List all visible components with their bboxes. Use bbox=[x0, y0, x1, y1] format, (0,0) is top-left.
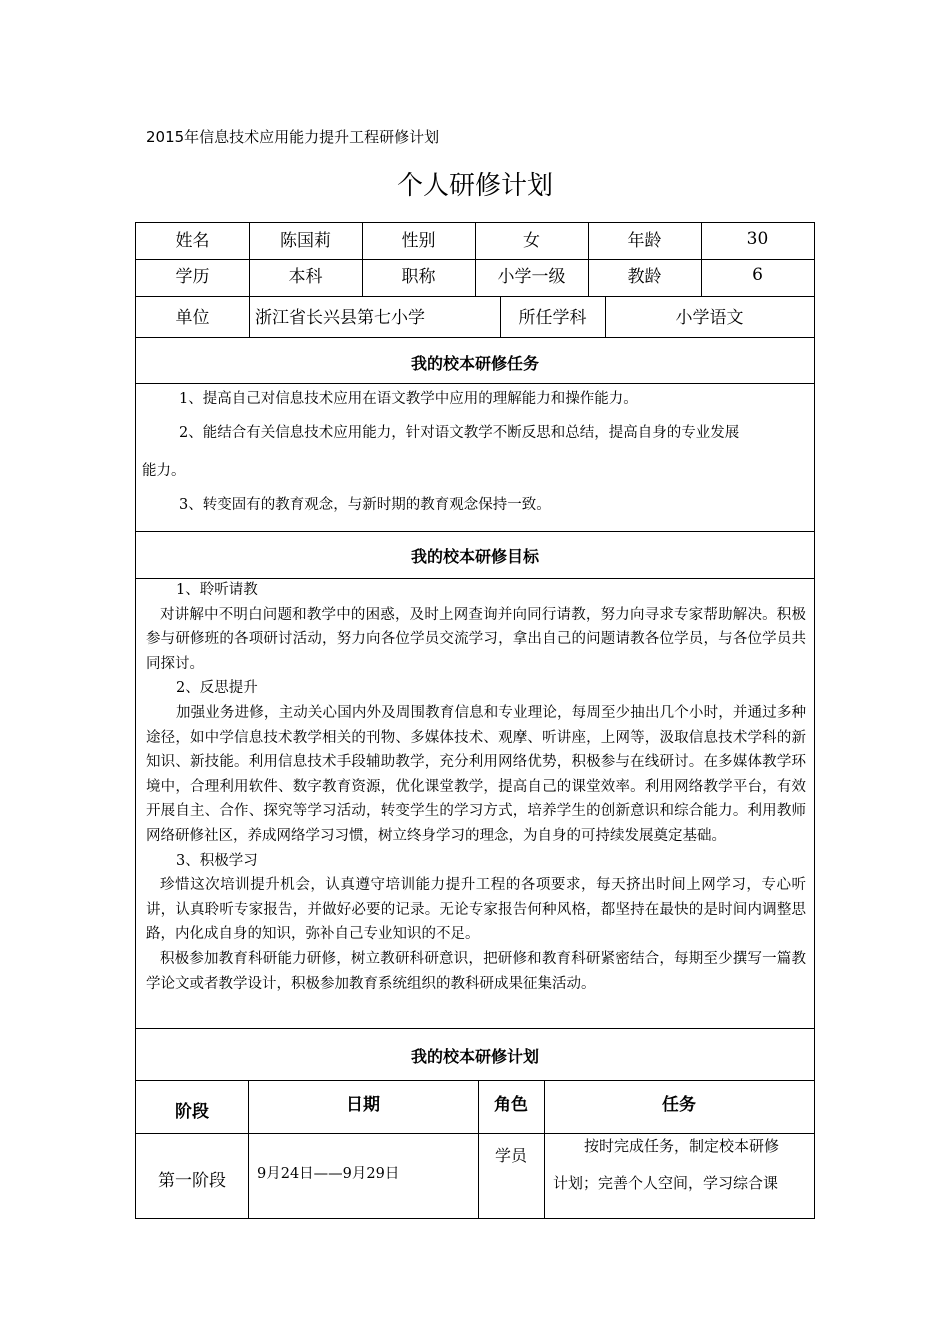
task-item-3: 3、转变固有的教育观念，与新时期的教育观念保持一致。 bbox=[179, 497, 551, 513]
gender-label: 性别 bbox=[401, 231, 436, 251]
unit-value: 浙江省长兴县第七小学 bbox=[255, 307, 425, 328]
page-title: 个人研修计划 bbox=[396, 171, 553, 201]
task-item-2: 2、能结合有关信息技术应用能力，针对语文教学不断反思和总结，提高自身的专业发展 bbox=[179, 425, 740, 441]
stage-value: 第一阶段 bbox=[158, 1171, 226, 1191]
unit-label: 单位 bbox=[175, 307, 210, 328]
education-label: 学历 bbox=[175, 267, 210, 287]
role-value: 学员 bbox=[494, 1146, 527, 1165]
teaching-years-value: 6 bbox=[752, 264, 763, 285]
col-stage-header: 阶段 bbox=[175, 1102, 209, 1122]
goal-paragraph-2: 加强业务进修，主动关心国内外及周围教育信息和专业理论，每周至少抽出几个小时，并通过多种途径，如中学信息技术教学相关的刊物、多媒体技术、观摩、听讲座，上网等，汲取信息技术学科的新知识、新技能。利用信息技术手段辅助教学，充分利用网络优势，积极参与在线研讨。在多媒体教学环境中，合理利用软件、数字教育资源，优化课堂教学，提高自己的课堂效率。利用网络教学平台，有效开展自主、合作、探究等学习活动，转变学生的学习方式，培养学生的创新意识和综合能力。利用教师网络研修社区，养成网络学习习惯，树立终身学习的理念，为自身的可持续发展奠定基础。 bbox=[146, 704, 806, 844]
col-role-header: 角色 bbox=[494, 1095, 528, 1115]
goal-paragraph-4: 积极参加教育科研能力研修，树立教研科研意识，把研修和教育科研紧密结合，每期至少撰写一篇教学论文或者教学设计，积极参加教育系统组织的教科研成果征集活动。 bbox=[146, 950, 806, 992]
tasks-heading: 我的校本研修任务 bbox=[410, 354, 539, 373]
gender-value: 女 bbox=[523, 231, 540, 251]
col-date-header: 日期 bbox=[346, 1095, 380, 1115]
age-label: 年龄 bbox=[627, 231, 662, 251]
document-header-line: 2015年信息技术应用能力提升工程研修计划 bbox=[146, 128, 440, 146]
task-item-1: 1、提高自己对信息技术应用在语文教学中应用的理解能力和操作能力。 bbox=[179, 391, 638, 407]
date-value: 9月24日——9月29日 bbox=[257, 1166, 400, 1182]
goal-paragraph-1: 对讲解中不明白问题和教学中的困惑，及时上网查询并向同行请教，努力向寻求专家帮助解决。积极参与研修班的各项研讨活动，努力向各位学员交流学习，拿出自己的问题请教各位学员，与各位学员共同探讨。 bbox=[146, 606, 806, 672]
goal-heading-3: 3、积极学习 bbox=[176, 852, 258, 869]
plan-heading: 我的校本研修计划 bbox=[410, 1047, 539, 1066]
goals-body bbox=[146, 578, 806, 996]
goal-heading-2: 2、反思提升 bbox=[176, 680, 258, 697]
goal-paragraph-3: 珍惜这次培训提升机会，认真遵守培训能力提升工程的各项要求，每天挤出时间上网学习，专心听讲，认真聆听专家报告，并做好必要的记录。无论专家报告何种风格，都坚持在最快的是时间内调整思路，内化成自身的知识，弥补自己专业知识的不足。 bbox=[146, 877, 806, 943]
teaching-years-label: 教龄 bbox=[627, 267, 662, 287]
col-task-header: 任务 bbox=[662, 1095, 696, 1115]
task-line-1: 按时完成任务，制定校本研修 bbox=[584, 1137, 780, 1155]
rank-label: 职称 bbox=[401, 267, 436, 287]
age-value: 30 bbox=[746, 228, 769, 249]
goal-heading-1: 1、聆听请教 bbox=[176, 582, 258, 598]
education-value: 本科 bbox=[288, 267, 323, 287]
subject-value: 小学语文 bbox=[675, 307, 744, 328]
rank-value: 小学一级 bbox=[497, 267, 566, 287]
subject-label: 所任学科 bbox=[518, 307, 587, 328]
name-label: 姓名 bbox=[175, 231, 210, 251]
task-line-2: 计划；完善个人空间，学习综合课 bbox=[553, 1174, 779, 1192]
plan-table bbox=[135, 222, 815, 1219]
name-value: 陈国莉 bbox=[280, 231, 331, 251]
goals-heading: 我的校本研修目标 bbox=[410, 547, 539, 566]
task-item-2-cont: 能力。 bbox=[142, 463, 186, 479]
